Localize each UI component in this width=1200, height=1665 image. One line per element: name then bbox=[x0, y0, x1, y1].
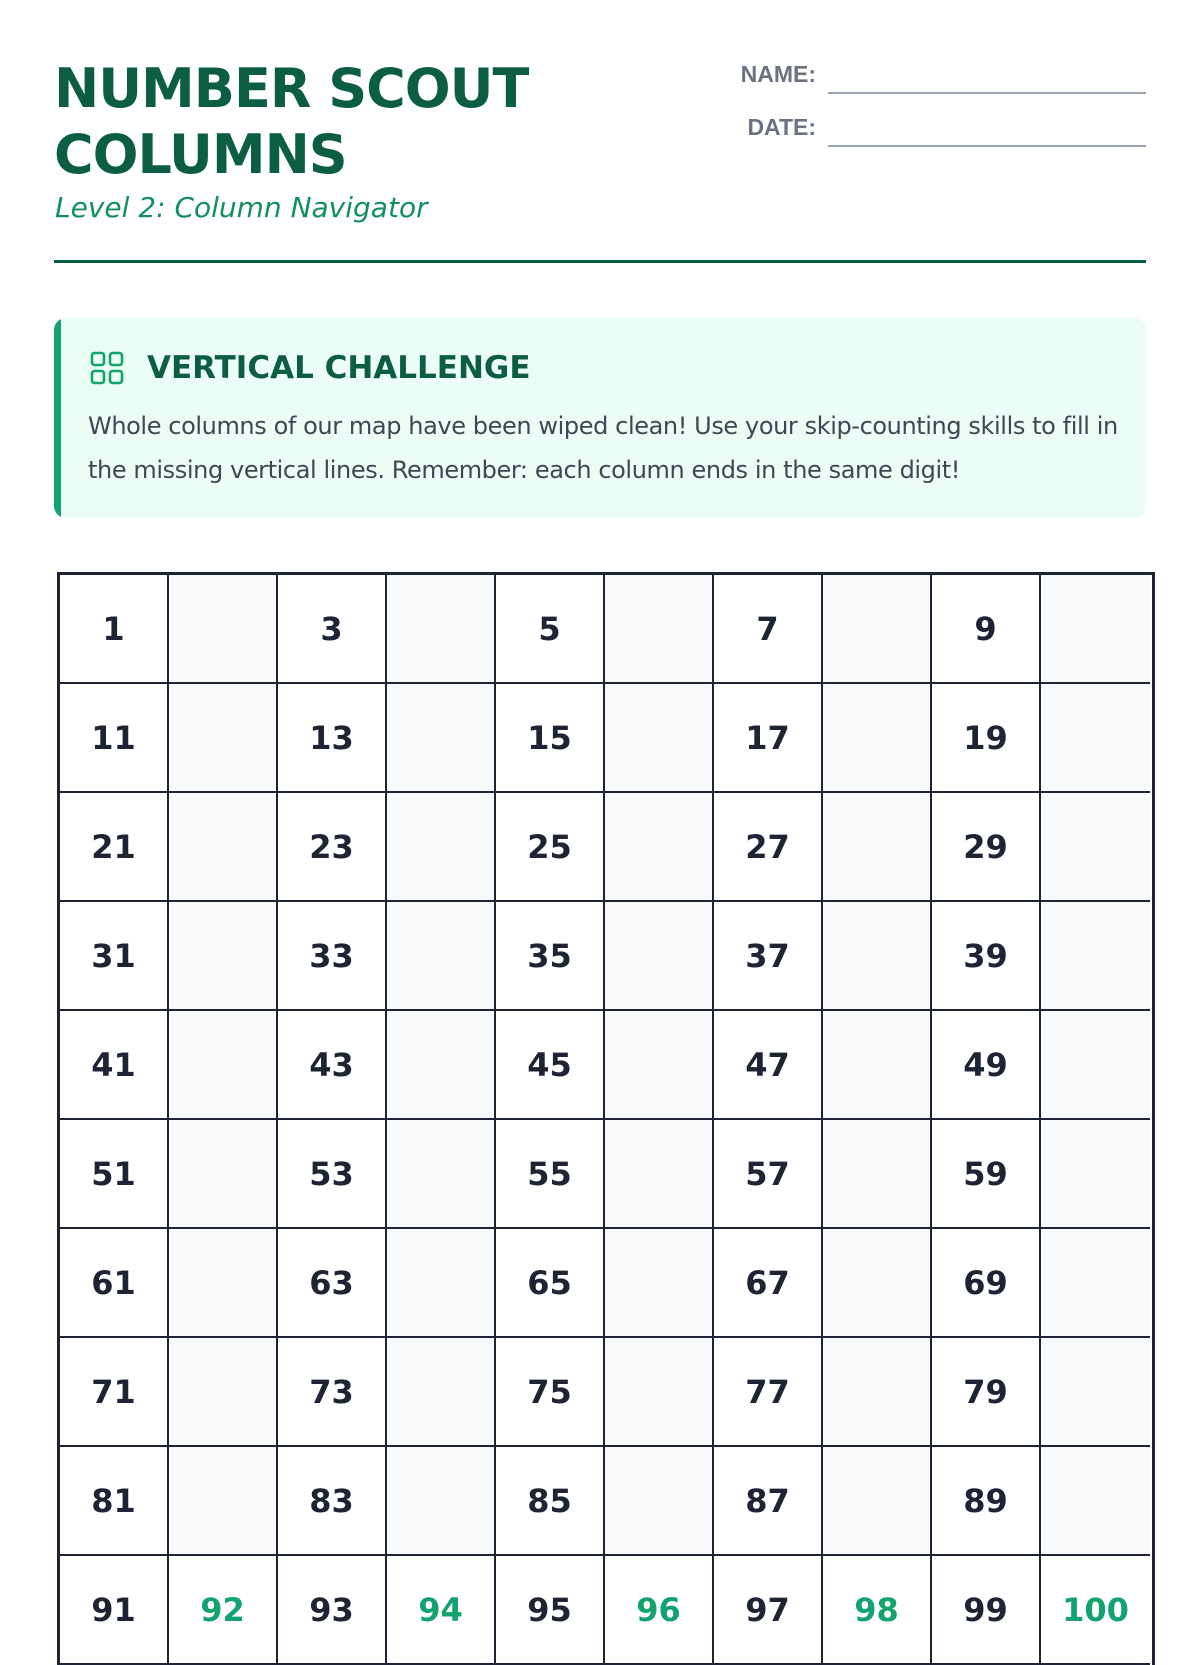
grid-cell: 39 bbox=[932, 902, 1041, 1011]
grid-cell: 67 bbox=[714, 1229, 823, 1338]
grid-cell: 43 bbox=[278, 1011, 387, 1120]
grid-cell: 99 bbox=[932, 1556, 1041, 1665]
grid-cell: 87 bbox=[714, 1447, 823, 1556]
grid-cell-blank[interactable] bbox=[605, 1229, 714, 1338]
grid-cell: 1 bbox=[60, 575, 169, 684]
grid-cell: 94 bbox=[387, 1556, 496, 1665]
grid-cell: 98 bbox=[823, 1556, 932, 1665]
grid-cell-blank[interactable] bbox=[387, 1120, 496, 1229]
grid-cell-blank[interactable] bbox=[605, 902, 714, 1011]
grid-cell: 51 bbox=[60, 1120, 169, 1229]
page-title bbox=[54, 56, 674, 188]
grid-cell-blank[interactable] bbox=[1041, 575, 1150, 684]
grid-cell: 15 bbox=[496, 684, 605, 793]
name-field[interactable] bbox=[828, 92, 1146, 94]
grid-cell-blank[interactable] bbox=[1041, 1120, 1150, 1229]
grid-cell-blank[interactable] bbox=[605, 684, 714, 793]
grid-cell-blank[interactable] bbox=[605, 793, 714, 902]
grid-cell-blank[interactable] bbox=[605, 1447, 714, 1556]
grid-cell-blank[interactable] bbox=[605, 1011, 714, 1120]
grid-cell-blank[interactable] bbox=[169, 902, 278, 1011]
grid-cell: 92 bbox=[169, 1556, 278, 1665]
grid-cell-blank[interactable] bbox=[823, 1011, 932, 1120]
grid-cell-blank[interactable] bbox=[823, 575, 932, 684]
grid-cell-blank[interactable] bbox=[169, 793, 278, 902]
grid-cell: 59 bbox=[932, 1120, 1041, 1229]
grid-cell: 19 bbox=[932, 684, 1041, 793]
grid-cell-blank[interactable] bbox=[169, 575, 278, 684]
grid-cell-blank[interactable] bbox=[1041, 793, 1150, 902]
grid-cell: 96 bbox=[605, 1556, 714, 1665]
grid-cell: 75 bbox=[496, 1338, 605, 1447]
grid-cell: 95 bbox=[496, 1556, 605, 1665]
header-divider bbox=[54, 260, 1146, 263]
grid-cell: 63 bbox=[278, 1229, 387, 1338]
challenge-panel bbox=[54, 318, 1146, 518]
grid-cell-blank[interactable] bbox=[387, 1447, 496, 1556]
grid-cell: 27 bbox=[714, 793, 823, 902]
grid-cell-blank[interactable] bbox=[1041, 1229, 1150, 1338]
grid-cell: 7 bbox=[714, 575, 823, 684]
grid-cell: 41 bbox=[60, 1011, 169, 1120]
grid-cell-blank[interactable] bbox=[605, 1120, 714, 1229]
grid-cell-blank[interactable] bbox=[823, 1120, 932, 1229]
grid-cell: 65 bbox=[496, 1229, 605, 1338]
title-line-1: NUMBER SCOUT bbox=[54, 57, 529, 120]
name-label: NAME: bbox=[740, 61, 816, 87]
grid-cell: 47 bbox=[714, 1011, 823, 1120]
grid-cell: 81 bbox=[60, 1447, 169, 1556]
grid-cell: 93 bbox=[278, 1556, 387, 1665]
grid-cell-blank[interactable] bbox=[605, 1338, 714, 1447]
grid-cell: 55 bbox=[496, 1120, 605, 1229]
grid-cell: 49 bbox=[932, 1011, 1041, 1120]
grid-cell-blank[interactable] bbox=[169, 1120, 278, 1229]
grid-cell: 73 bbox=[278, 1338, 387, 1447]
grid-cell-blank[interactable] bbox=[169, 1338, 278, 1447]
date-field[interactable] bbox=[828, 145, 1146, 147]
grid-cell-blank[interactable] bbox=[823, 1447, 932, 1556]
grid-icon bbox=[90, 351, 124, 385]
grid-cell-blank[interactable] bbox=[387, 902, 496, 1011]
title-line-2: COLUMNS bbox=[54, 123, 347, 186]
grid-cell: 77 bbox=[714, 1338, 823, 1447]
grid-cell: 97 bbox=[714, 1556, 823, 1665]
grid-cell-blank[interactable] bbox=[387, 1011, 496, 1120]
grid-cell-blank[interactable] bbox=[1041, 1447, 1150, 1556]
grid-cell: 89 bbox=[932, 1447, 1041, 1556]
grid-cell: 79 bbox=[932, 1338, 1041, 1447]
grid-cell-blank[interactable] bbox=[1041, 1011, 1150, 1120]
hundred-chart-grid bbox=[57, 572, 1155, 1665]
grid-cell-blank[interactable] bbox=[1041, 1338, 1150, 1447]
grid-cell: 57 bbox=[714, 1120, 823, 1229]
grid-cell: 23 bbox=[278, 793, 387, 902]
grid-cell-blank[interactable] bbox=[823, 793, 932, 902]
grid-cell-blank[interactable] bbox=[169, 1229, 278, 1338]
grid-cell: 25 bbox=[496, 793, 605, 902]
grid-cell-blank[interactable] bbox=[1041, 902, 1150, 1011]
grid-cell: 83 bbox=[278, 1447, 387, 1556]
grid-cell: 91 bbox=[60, 1556, 169, 1665]
page-subtitle: Level 2: Column Navigator bbox=[55, 191, 428, 224]
grid-cell-blank[interactable] bbox=[387, 684, 496, 793]
grid-cell-blank[interactable] bbox=[823, 1229, 932, 1338]
grid-cell: 17 bbox=[714, 684, 823, 793]
grid-cell-blank[interactable] bbox=[169, 1011, 278, 1120]
grid-cell-blank[interactable] bbox=[605, 575, 714, 684]
grid-cell: 11 bbox=[60, 684, 169, 793]
challenge-accent-bar bbox=[54, 318, 61, 518]
grid-cell: 9 bbox=[932, 575, 1041, 684]
grid-cell-blank[interactable] bbox=[387, 575, 496, 684]
grid-cell-blank[interactable] bbox=[387, 1338, 496, 1447]
challenge-instructions: Whole columns of our map have been wiped clean! Use your skip-counting skills to fill in the missing vertical lines. Remember: each column ends in the same digit! bbox=[88, 412, 1118, 484]
grid-cell-blank[interactable] bbox=[387, 1229, 496, 1338]
grid-cell: 35 bbox=[496, 902, 605, 1011]
grid-cell: 45 bbox=[496, 1011, 605, 1120]
grid-cell: 3 bbox=[278, 575, 387, 684]
grid-cell: 21 bbox=[60, 793, 169, 902]
grid-cell-blank[interactable] bbox=[169, 1447, 278, 1556]
grid-cell-blank[interactable] bbox=[823, 684, 932, 793]
grid-cell-blank[interactable] bbox=[1041, 684, 1150, 793]
date-label: DATE: bbox=[747, 114, 816, 140]
grid-cell-blank[interactable] bbox=[823, 1338, 932, 1447]
grid-cell: 5 bbox=[496, 575, 605, 684]
grid-cell-blank[interactable] bbox=[823, 902, 932, 1011]
grid-cell: 69 bbox=[932, 1229, 1041, 1338]
grid-cell: 71 bbox=[60, 1338, 169, 1447]
grid-cell: 53 bbox=[278, 1120, 387, 1229]
grid-cell: 100 bbox=[1041, 1556, 1150, 1665]
grid-cell: 29 bbox=[932, 793, 1041, 902]
grid-cell: 85 bbox=[496, 1447, 605, 1556]
grid-cell-blank[interactable] bbox=[169, 684, 278, 793]
grid-cell: 13 bbox=[278, 684, 387, 793]
grid-cell: 61 bbox=[60, 1229, 169, 1338]
grid-cell: 33 bbox=[278, 902, 387, 1011]
challenge-title: VERTICAL CHALLENGE bbox=[147, 350, 531, 386]
grid-cell: 31 bbox=[60, 902, 169, 1011]
grid-cell: 37 bbox=[714, 902, 823, 1011]
grid-cell-blank[interactable] bbox=[387, 793, 496, 902]
